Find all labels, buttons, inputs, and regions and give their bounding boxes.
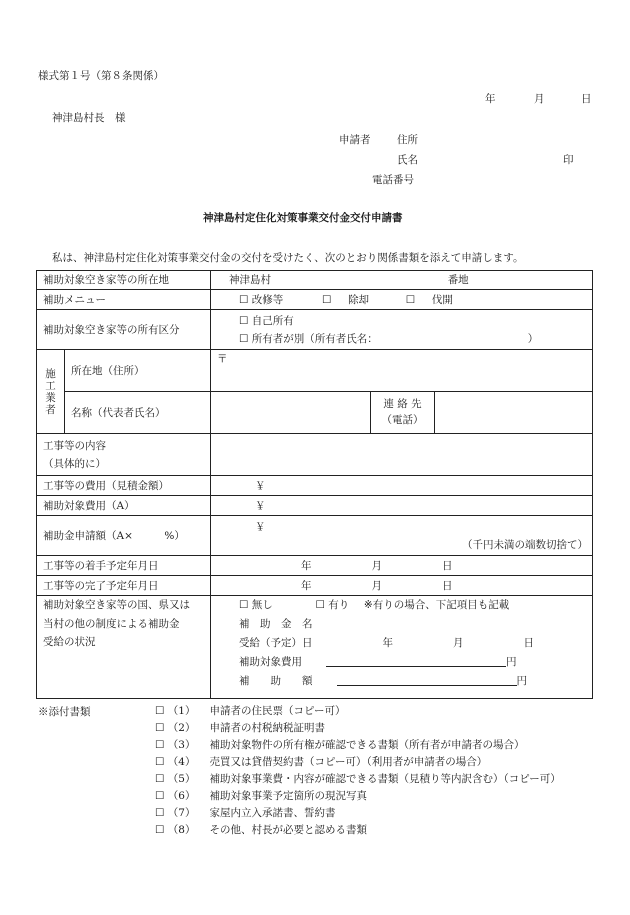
ownership-label: 補助対象空き家等の所有区分 [37,310,211,350]
menu-options [211,290,593,310]
rounding-note: （千円未満の端数切捨て） [462,538,589,551]
ownership-checkbox-own[interactable]: ☐ [239,314,249,327]
row-subsidy-cost [37,496,593,516]
row-contractor-name [37,392,593,434]
application-table [36,270,593,699]
attachments-heading: ※添付書類 [38,706,91,718]
menu-label: 補助メニュー [37,290,211,310]
other-subsidy-field [211,596,593,699]
row-ownership [37,310,593,350]
page-title: 神津島村定住化対策事業交付金交付申請書 [203,212,403,224]
contact-field[interactable] [435,392,593,434]
form-number: 様式第１号（第８条関係） [38,70,164,82]
subsidy-request-field[interactable] [211,516,593,556]
attachment-item[interactable]: ☐ （6） 補助対象事業予定箇所の現況写真 [155,790,367,802]
work-cost-label: 工事等の費用（見積金額） [37,476,211,496]
date-month-label: 月 [534,93,545,105]
addressee: 神津島村長 様 [52,112,126,124]
subsidy-name-label: 補 助 金 名 [239,618,313,631]
end-date-label: 工事等の完了予定年月日 [37,576,211,596]
seal-mark: 印 [563,154,574,166]
work-cost-field[interactable] [211,476,593,496]
work-content-field[interactable] [211,434,593,476]
attachment-item[interactable]: ☐ （5） 補助対象事業費・内容が確認できる書類（見積り等内訳含む）（コピー可） [155,773,561,785]
ownership-other: 所有者が別（所有者氏名： [251,332,378,345]
menu-checkbox-3[interactable]: ☐ [405,293,416,306]
date-year-label: 年 [485,93,496,105]
menu-checkbox-2[interactable]: ☐ [321,293,332,306]
row-other-subsidy [37,596,593,699]
yen-mark: ￥ [255,499,266,512]
work-content-sub: （具体的に） [43,457,106,470]
location-label: 補助対象空き家等の所在地 [37,271,211,290]
attachment-item[interactable]: ☐ （4） 売買又は貸借契約書（コピー可）（利用者が申請者の場合） [155,756,488,768]
intro-text: 私は、神津島村定住化対策事業交付金の交付を受けたく、次のとおり関係書類を添えて申請します。 [52,252,524,264]
contractor-name-label: 名称（代表者氏名） [65,392,211,434]
start-date-label: 工事等の着手予定年月日 [37,556,211,576]
attachment-item[interactable]: ☐ （2） 申請者の村税納税証明書 [155,722,325,734]
yen-mark: ￥ [255,479,266,492]
ownership-options [211,310,593,350]
row-menu [37,290,593,310]
other-subsidy-label: 補助対象空き家等の国、県又は 当村の他の制度による補助金 受給の状況 [37,596,211,699]
menu-option-2: 除却 [348,293,370,306]
row-contractor-address [37,350,593,392]
work-content-label: 工事等の内容 （具体的に） [37,434,211,476]
end-date-field[interactable]: 年 月 日 [211,576,593,596]
subsidy-amount-line[interactable]: 補 助 額 円 [239,674,527,687]
row-subsidy-request [37,516,593,556]
postal-mark: 〒 [217,353,228,366]
applicant-label: 申請者 [339,134,371,146]
attachment-item[interactable]: ☐ （3） 補助対象物件の所有権が確認できる書類（所有者が申請者の場合） [155,739,525,751]
row-start-date [37,556,593,576]
row-work-content [37,434,593,476]
contractor-address-label: 所在地（住所） [65,350,211,392]
location-village: 神津島村 [229,274,271,286]
contractor-name-field[interactable] [211,392,371,434]
subsidy-request-label: 補助金申請額（A× %） [37,516,211,556]
receipt-date-line[interactable]: 受給（予定）日 年 月 日 [239,637,534,650]
none-option: 無し [251,599,273,612]
contact-label: 連 絡 先 （電話） [371,392,435,434]
contact-sub-label: （電話） [381,413,424,426]
yes-option: 有り [328,599,350,612]
phone-label: 電話番号 [372,174,414,186]
contractor-label: 施工業者 [37,350,65,434]
start-date-field[interactable]: 年 月 日 [211,556,593,576]
row-location [37,271,593,290]
address-label: 住所 [397,134,418,146]
row-end-date [37,576,593,596]
attachment-item[interactable]: ☐ （8） その他、村長が必要と認める書類 [155,824,367,836]
ownership-own: 自己所有 [251,314,294,327]
none-checkbox[interactable]: ☐ [239,599,249,612]
attachment-item[interactable]: ☐ （1） 申請者の住民票（コピー可） [155,705,346,717]
location-field[interactable] [211,271,593,290]
location-banchi: 番地 [447,274,469,286]
yes-note: ※有りの場合、下記項目も記載 [363,599,510,612]
subsidy-cost-label: 補助対象費用（A） [37,496,211,516]
ownership-checkbox-other[interactable]: ☐ [239,332,249,345]
menu-checkbox-1[interactable]: ☐ [239,293,249,306]
yen-mark: ￥ [255,520,266,533]
subsidy-target-cost-line[interactable]: 補助対象費用 円 [239,656,517,669]
contractor-address-field[interactable] [211,350,593,392]
row-work-cost [37,476,593,496]
ownership-close: ） [527,332,539,345]
yes-checkbox[interactable]: ☐ [315,599,325,612]
name-label: 氏名 [397,154,418,166]
subsidy-cost-field[interactable] [211,496,593,516]
date-day-label: 日 [581,93,592,105]
menu-option-3: 伐開 [431,293,453,306]
attachment-item[interactable]: ☐ （7） 家屋内立入承諾書、誓約書 [155,807,336,819]
menu-option-1: 改修等 [251,293,284,306]
